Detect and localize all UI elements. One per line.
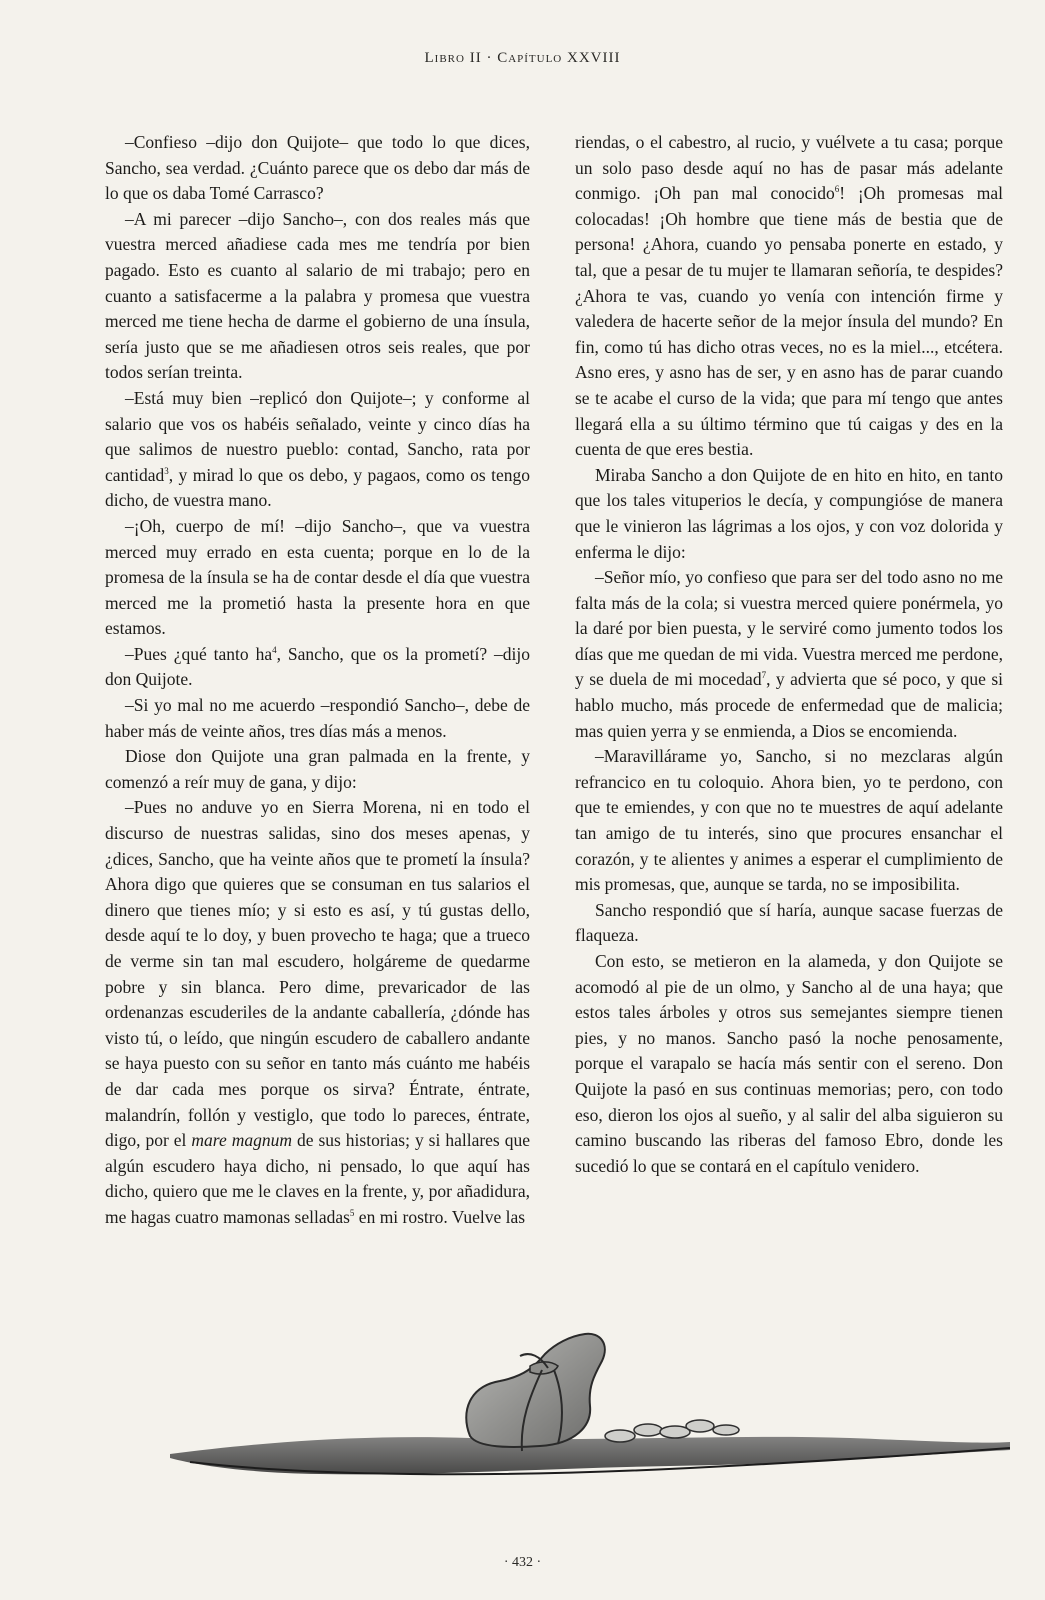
text-run: , y advierta que sé poco, y que si hablo mucho, más procede de enfermedad que de malicia; mas quien yerra y se enmienda, a Dios se encomienda. <box>575 669 1003 741</box>
paragraph <box>105 642 530 693</box>
paragraph: Sancho respondió que sí haría, aunque sacase fuerzas de flaqueza. <box>575 899 1003 946</box>
text-run: –Pues no anduve yo en Sierra Morena, ni en todo el discurso de nuestras salidas, sino dos meses apenas, y ¿dices, Sancho, que ha veinte años que te prometí la ínsula? Ahora digo que quieres que se consuman en tus salarios el dinero que tienes mío; y si esto es así, y tú gustas dello, desde aquí te lo doy, y buen provecho te haga; que a trueco de verme sin tan mal escudero, holgáreme de quedarme pobre y sin blanca. Pero dime, prevaricador de las ordenanzas escuderiles de la andante caballería, ¿dónde has visto tú, o leído, que ningún escudero de caballero andante se haya puesto con su señor en tanto más cuánto me habéis de dar cada mes porque os sirva? Éntrate, éntrate, malandrín, follón y vestiglo, que todo lo pareces, éntrate, digo, por el <box>105 797 530 1151</box>
italic-phrase: mare magnum <box>191 1130 292 1151</box>
text-run: , y mirad lo que os debo, y pagaos, como os tengo dicho, de vuestra mano. <box>105 464 530 511</box>
text-run: en mi rostro. Vuelve las <box>354 1206 526 1227</box>
footnote-ref: 6 <box>834 184 840 195</box>
paragraph <box>575 565 1003 744</box>
left-column <box>105 130 530 1231</box>
paragraph: –A mi parecer –dijo Sancho–, con dos reales más que vuestra merced añadiese cada mes me tendría por bien pagado. Esto es cuanto al salario de mi trabajo; pero en cuanto a satisfacerme a la palabra y promesa que vuestra merced me tiene hecha de darme el gobierno de una ínsula, sería justo que se me añadiesen otros seis reales, que por todos serían treinta. <box>105 208 530 383</box>
footnote-ref: 7 <box>761 670 767 681</box>
page-number: · 432 · <box>503 1555 542 1570</box>
paragraph: –Maravillárame yo, Sancho, si no mezclaras algún refrancico en tu coloquio. Ahora bien, yo te perdono, con que te emiendes, y con que no te muestres de aquí adelante tan amigo de tu interés, sino que procures ensanchar el corazón, y te alientes y animes a esperar el cumplimiento de mis promesas, que, aunque se tarda, no se imposibilita. <box>575 746 1003 895</box>
text-run: –Está muy bien –replicó don Quijote–; y conforme al salario que vos os habéis señalado, veinte y cinco días ha que salimos de nuestro pueblo: contad, Sancho, rata por cantidad <box>105 387 530 485</box>
paragraph <box>105 795 530 1230</box>
paragraph: Con esto, se metieron en la alameda, y don Quijote se acomodó al pie de un olmo, y Sancho al de una haya; que estos tales árboles y otros sus semejantes siempre tienen pies, y no manos. Sancho pasó la noche penosamente, porque el varapalo se hacía más sentir con el sereno. Don Quijote la pasó en sus continuas memorias; pero, con todo eso, dieron los ojos al sueño, y al salir del alba siguieron su camino buscando las riberas del famoso Ebro, donde les sucedió lo que se contará en el capítulo venidero. <box>575 951 1003 1176</box>
ground-shadow <box>170 1437 1010 1474</box>
running-head: Libro II · Capítulo XXVIII <box>424 50 621 66</box>
paragraph <box>575 130 1003 463</box>
right-column <box>575 130 1003 1179</box>
paragraph: Miraba Sancho a don Quijote de en hito en hito, en tanto que los tales vituperios le decía, y compungióse de manera que le vinieron las lágrimas a los ojos, y con voz dolorida y enferma le dijo: <box>575 464 1003 562</box>
footnote-ref: 4 <box>272 645 277 656</box>
paragraph <box>105 386 530 514</box>
footnote-ref: 5 <box>349 1208 355 1219</box>
paragraph: –Si yo mal no me acuerdo –respondió Sancho–, debe de haber más de veinte años, tres días más a menos. <box>105 695 530 741</box>
text-run: –Señor mío, yo confieso que para ser del todo asno no me falta más de la cola; si vuestra merced quiere ponérmela, yo la daré por bien puesta, y le serviré como jumento todos los días que me quedan de mi vida. Vuestra merced me perdone, y se duela de mi mocedad <box>575 567 1003 690</box>
money-bag-illustration <box>170 1326 1010 1501</box>
paragraph: Diose don Quijote una gran palmada en la frente, y comenzó a reír muy de gana, y dijo: <box>105 746 530 792</box>
footnote-ref: 3 <box>164 465 169 476</box>
text-run: –Pues ¿qué tanto ha <box>125 643 273 664</box>
text-run: , Sancho, que os la prometí? –dijo don Quijote. <box>105 643 530 690</box>
paragraph: –Confieso –dijo don Quijote– que todo lo que dices, Sancho, sea verdad. ¿Cuánto parece que os debo dar más de lo que os daba Tomé Carrasco? <box>105 132 530 204</box>
bag-body <box>466 1334 605 1447</box>
text-run: ! ¡Oh promesas mal colocadas! ¡Oh hombre que tiene más de bestia que de persona! ¿Ahora, cuando yo pensaba ponerte en estado, y tal, que a pesar de tu mujer te llamaran señoría, te despides? ¿Ahora te vas, cuando yo venía con intención firme y valedera de hacerte señor de la mejor ínsula del mundo? En fin, como tú has dicho otras veces, no es la miel..., etcétera. Asno eres, y asno has de ser, y en asno has de parar cuando se te acabe el curso de la vida; que para mí tengo que antes llegará ella a su último término que tú caigas y des en la cuenta de que eres bestia. <box>575 183 1003 460</box>
paragraph: –¡Oh, cuerpo de mí! –dijo Sancho–, que va vuestra merced muy errado en esta cuenta; porque en lo de la promesa de la ínsula se ha de contar desde el día que vuestra merced me la prometió hasta la presente hora en que estamos. <box>105 515 530 639</box>
text-run: de sus historias; y si hallares que algún escudero haya dicho, ni pensado, lo que aquí has dicho, quiero que me le claves en la frente, y, por añadidura, me hagas cuatro mamonas selladas <box>105 1130 530 1227</box>
text-run: riendas, o el cabestro, al rucio, y vuélvete a tu casa; porque un solo paso desde aquí no has de pasar más adelante conmigo. ¡Oh pan mal conocido <box>575 132 1003 204</box>
